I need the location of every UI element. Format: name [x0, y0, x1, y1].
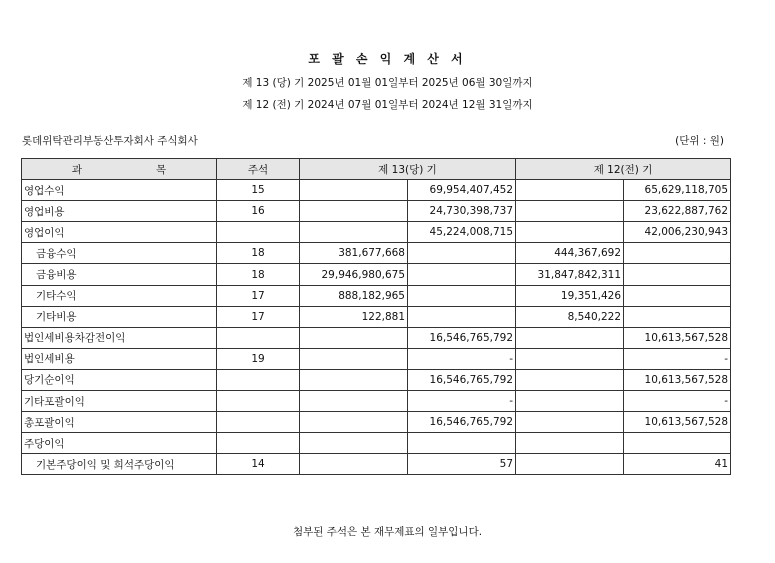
table-row — [22, 369, 731, 390]
current-total — [408, 243, 516, 264]
row-note: 18 — [217, 264, 300, 285]
table-row — [22, 348, 731, 369]
row-name: 당기순이익 — [22, 369, 217, 390]
prior-total: 10,613,567,528 — [624, 327, 731, 348]
current-sub — [300, 180, 408, 201]
header-current: 제 13(당) 기 — [300, 159, 516, 180]
table-row — [22, 201, 731, 222]
current-total: 24,730,398,737 — [408, 201, 516, 222]
table-row — [22, 454, 731, 475]
row-note — [217, 412, 300, 433]
company-name: 롯데위탁관리부동산투자회사 주식회사 — [22, 135, 198, 147]
current-sub: 122,881 — [300, 306, 408, 327]
current-sub — [300, 454, 408, 475]
current-sub: 381,677,668 — [300, 243, 408, 264]
prior-total: 65,629,118,705 — [624, 180, 731, 201]
prior-total — [624, 433, 731, 454]
prior-sub — [516, 180, 624, 201]
row-note: 14 — [217, 454, 300, 475]
prior-total: 10,613,567,528 — [624, 369, 731, 390]
statement-title: 포 괄 손 익 계 산 서 — [308, 52, 467, 66]
row-note — [217, 327, 300, 348]
row-name: 법인세비용 — [22, 348, 217, 369]
current-total: 57 — [408, 454, 516, 475]
row-name: 금융비용 — [22, 264, 217, 285]
table-row — [22, 285, 731, 306]
row-note: 17 — [217, 306, 300, 327]
current-total: 16,546,765,792 — [408, 369, 516, 390]
prior-sub: 31,847,842,311 — [516, 264, 624, 285]
prior-sub — [516, 391, 624, 412]
period-prior: 제 12 (전) 기 2024년 07월 01일부터 2024년 12월 31일까지 — [242, 99, 533, 111]
row-note: 15 — [217, 180, 300, 201]
current-total — [408, 264, 516, 285]
current-sub — [300, 222, 408, 243]
current-sub — [300, 327, 408, 348]
current-sub — [300, 201, 408, 222]
row-note: 18 — [217, 243, 300, 264]
table-row — [22, 243, 731, 264]
prior-sub — [516, 433, 624, 454]
prior-sub — [516, 348, 624, 369]
prior-total: - — [624, 348, 731, 369]
prior-sub: 19,351,426 — [516, 285, 624, 306]
row-name: 총포괄이익 — [22, 412, 217, 433]
row-note: 17 — [217, 285, 300, 306]
prior-total — [624, 285, 731, 306]
table-row — [22, 391, 731, 412]
prior-total — [624, 306, 731, 327]
header-item-left: 과 — [71, 163, 82, 176]
footer-note: 첨부된 주석은 본 재무제표의 일부입니다. — [292, 526, 483, 538]
prior-sub — [516, 412, 624, 433]
current-total — [408, 285, 516, 306]
prior-total: 23,622,887,762 — [624, 201, 731, 222]
row-name: 기타포괄이익 — [22, 391, 217, 412]
prior-sub — [516, 201, 624, 222]
row-name: 기타수익 — [22, 285, 217, 306]
row-name: 기본주당이익 및 희석주당이익 — [22, 454, 217, 475]
current-total — [408, 433, 516, 454]
prior-total: - — [624, 391, 731, 412]
current-total: 69,954,407,452 — [408, 180, 516, 201]
row-name: 주당이익 — [22, 433, 217, 454]
table-row — [22, 306, 731, 327]
header-item-right: 목 — [156, 163, 167, 176]
row-name: 법인세비용차감전이익 — [22, 327, 217, 348]
table-row — [22, 264, 731, 285]
row-name: 영업비용 — [22, 201, 217, 222]
current-sub: 888,182,965 — [300, 285, 408, 306]
current-total: 45,224,008,715 — [408, 222, 516, 243]
prior-total: 42,006,230,943 — [624, 222, 731, 243]
table-row — [22, 222, 731, 243]
prior-total: 10,613,567,528 — [624, 412, 731, 433]
table-row — [22, 180, 731, 201]
prior-sub — [516, 327, 624, 348]
prior-sub: 444,367,692 — [516, 243, 624, 264]
table-header-row — [22, 159, 731, 180]
current-sub: 29,946,980,675 — [300, 264, 408, 285]
row-note: 16 — [217, 201, 300, 222]
current-sub — [300, 412, 408, 433]
table-row — [22, 433, 731, 454]
current-total: 16,546,765,792 — [408, 327, 516, 348]
current-total: - — [408, 348, 516, 369]
row-name: 영업이익 — [22, 222, 217, 243]
row-note — [217, 433, 300, 454]
row-note — [217, 391, 300, 412]
current-sub — [300, 369, 408, 390]
prior-total — [624, 264, 731, 285]
period-current: 제 13 (당) 기 2025년 01월 01일부터 2025년 06월 30일까지 — [242, 77, 533, 89]
prior-sub — [516, 369, 624, 390]
row-note — [217, 222, 300, 243]
current-total: - — [408, 391, 516, 412]
current-total: 16,546,765,792 — [408, 412, 516, 433]
prior-total — [624, 243, 731, 264]
current-sub — [300, 391, 408, 412]
prior-sub: 8,540,222 — [516, 306, 624, 327]
row-name: 기타비용 — [22, 306, 217, 327]
table-row — [22, 412, 731, 433]
current-sub — [300, 348, 408, 369]
current-total — [408, 306, 516, 327]
row-note: 19 — [217, 348, 300, 369]
header-item — [22, 159, 217, 180]
unit-label: (단위 : 원) — [675, 135, 724, 147]
row-note — [217, 369, 300, 390]
row-name: 영업수익 — [22, 180, 217, 201]
header-note: 주석 — [217, 159, 300, 180]
prior-sub — [516, 222, 624, 243]
header-prior: 제 12(전) 기 — [516, 159, 731, 180]
income-statement-table — [21, 158, 731, 475]
row-name: 금융수익 — [22, 243, 217, 264]
prior-sub — [516, 454, 624, 475]
table-row — [22, 327, 731, 348]
prior-total: 41 — [624, 454, 731, 475]
current-sub — [300, 433, 408, 454]
